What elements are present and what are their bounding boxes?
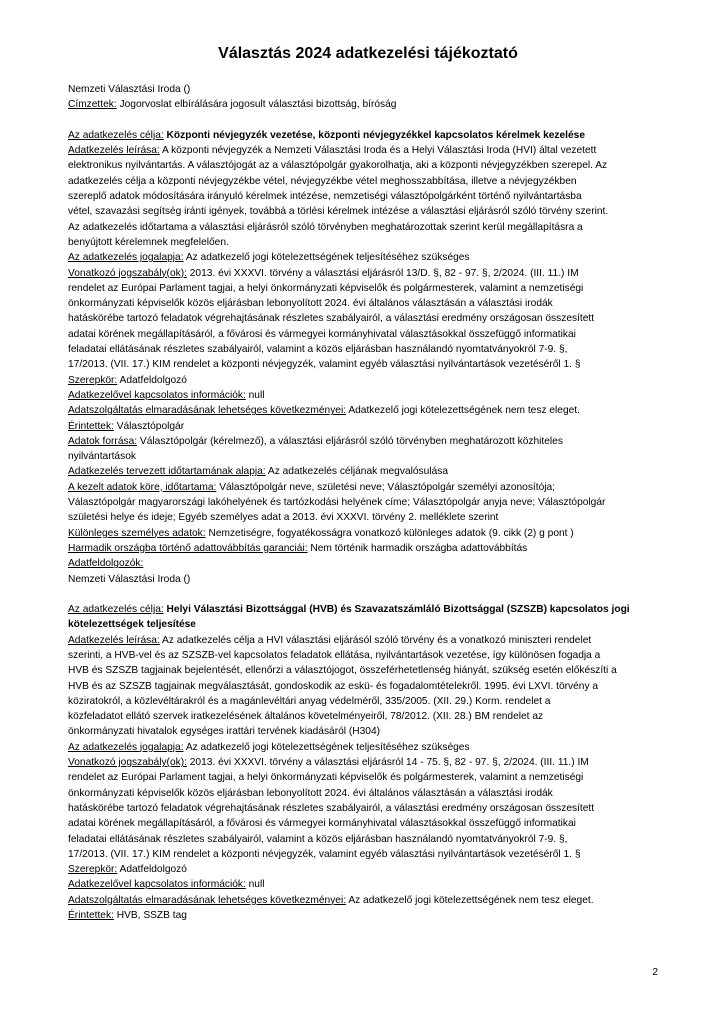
text-line	[68, 877, 668, 892]
line-text: adatai körének megállapításáról, a fővárosi és vármegyei kormányhivatal választásokkal összefüggő informatikai	[68, 818, 576, 830]
text-line	[68, 786, 668, 801]
field-label: Adatkezelés leírása:	[68, 145, 160, 157]
line-text: HVB és SZSZB tagjainak bejelentését, ellenőrzi a választójogot, összeférhetetlenség hiányát, szükség esetén előkészíti a	[68, 665, 617, 677]
field-label: Az adatkezelés célja:	[68, 129, 164, 141]
line-text: nyilvántartások	[68, 451, 136, 463]
text-line	[68, 893, 668, 908]
field-label: Vonatkozó jogszabály(ok):	[68, 267, 187, 279]
text-line	[68, 143, 668, 158]
text-line	[68, 327, 668, 342]
line-text: hatáskörébe tartozó feladatok végrehajtásának részletes szabályairól, a választási eredmény országosan összesített	[68, 802, 595, 814]
line-text: HVB, SSZB tag	[113, 910, 187, 922]
text-line	[68, 770, 668, 785]
text-line	[68, 464, 668, 479]
line-text: Adatfeldolgozó	[117, 864, 187, 876]
line-text: Az adatkezelő jogi kötelezettségének teljesítéséhez szükséges	[183, 741, 470, 753]
text-line	[68, 572, 668, 587]
text-line	[68, 373, 668, 388]
line-text: Nemzeti Választási Iroda ()	[68, 573, 191, 585]
field-label: Adatkezelővel kapcsolatos információk:	[68, 389, 246, 401]
section-gap	[68, 113, 668, 128]
line-text: null	[245, 879, 265, 891]
line-text: 17/2013. (VII. 17.) KIM rendelet a központi névjegyzék, valamint egyéb választási nyilvántartások vezetéséről 1. §	[68, 848, 581, 860]
line-text: önkormányzati képviselők közös eljárásban lebonyolított 2024. évi általános választásán a választási irodák	[68, 787, 553, 799]
line-text: Adatfeldolgozó	[117, 374, 187, 386]
text-line	[68, 250, 668, 265]
line-text: A központi névjegyzék a Nemzeti Választási Iroda és a Helyi Választási Iroda (HVI) által vezetett	[159, 145, 597, 157]
text-line	[68, 801, 668, 816]
line-text: Az adatkezelés időtartama a választási eljárásról szóló törvényben meghatározottak szerint kerül megállapításra a	[68, 221, 583, 233]
field-label: Vonatkozó jogszabály(ok):	[68, 757, 187, 769]
line-text: Választópolgár neve, születési neve; Választópolgár személyi azonosítója;	[216, 481, 556, 493]
text-line	[68, 97, 668, 112]
text-line	[68, 82, 668, 97]
text-line	[68, 847, 668, 862]
text-line	[68, 419, 668, 434]
text-line	[68, 128, 668, 143]
line-text: elektronikus nyilvántartás. A választójogát az a választópolgár gyakorolhatja, aki a központi névjegyzékben szerepel. Az	[68, 160, 608, 172]
line-text: Az adatkezelő jogi kötelezettségének teljesítéséhez szükséges	[183, 252, 470, 264]
text-line	[68, 158, 668, 173]
line-text: HVB és az SZSZB tagjainak megválasztását, gondoskodik az eskü- és fogadalomtételekről. 1995. évi LXVI. törvény a	[68, 680, 599, 692]
text-line	[68, 388, 668, 403]
line-text: Választópolgár magyarországi lakóhelyének és tartózkodási helyének címe; Választópolgár anyja neve; Választópolgár	[68, 497, 606, 509]
line-text: születési helye és ideje; Egyéb személyes adat a 2013. évi XXXVI. törvény 2. melléklete szerint	[68, 512, 499, 524]
line-text: adatai körének megállapításáról, a fővárosi és vármegyei kormányhivatal választásokkal összefüggő informatikai	[68, 328, 576, 340]
text-line	[68, 311, 668, 326]
line-text: Adatkezelő jogi kötelezettségének nem tesz eleget.	[346, 405, 580, 417]
field-label: Adatszolgáltatás elmaradásának lehetséges következményei:	[68, 405, 347, 417]
text-line	[68, 740, 668, 755]
text-line	[68, 495, 668, 510]
line-text: Az adatkezelés célja a HVI választási eljárásól szóló törvény és a vonatkozó miniszteri rendelet	[159, 634, 592, 646]
line-text: vétel, szavazási segítség iránti igények, továbbá a törlési kérelmek intézése a választási eljárásról szóló törvény szerint.	[68, 206, 609, 218]
text-line	[68, 556, 668, 571]
text-line	[68, 617, 668, 632]
field-label: Adatkezelés leírása:	[68, 634, 160, 646]
line-text: 2013. évi XXXVI. törvény a választási eljárásról 13/D. §, 82 - 97. §, 2/2024. (III. 11.) IM	[186, 267, 579, 279]
field-label: Szerepkör:	[68, 374, 118, 386]
line-text: rendelet az Európai Parlament tagjai, a helyi önkormányzati képviselők és polgármesterek, valamint a nemzetiségi	[68, 772, 584, 784]
line-text: feladatai ellátásának részletes szabályairól, valamint a közös eljárásban használandó nyomtatványokról 7-9. §,	[68, 344, 568, 356]
line-text: 2013. évi XXXVI. törvény a választási eljárásról 14 - 75. §, 82 - 97. §, 2/2024. (III. 11.) IM	[186, 757, 589, 769]
line-text: Választópolgár	[113, 420, 185, 432]
field-label: Címzettek:	[68, 99, 117, 111]
line-text: rendelet az Európai Parlament tagjai, a helyi önkormányzati képviselők és polgármesterek, valamint a nemzetiségi	[68, 282, 584, 294]
field-label: A kezelt adatok köre, időtartama:	[68, 481, 217, 493]
line-text: 17/2013. (VII. 17.) KIM rendelet a központi névjegyzék, valamint egyéb választási nyilvántartások vezetéséről 1. §	[68, 359, 581, 371]
text-line	[68, 357, 668, 372]
text-line	[68, 449, 668, 464]
line-text: benyújtott kérelemnek megfelelően.	[68, 236, 229, 248]
text-line	[68, 296, 668, 311]
field-label: Szerepkör:	[68, 864, 118, 876]
line-text: Választópolgár (kérelmező), a választási eljárásról szóló törvényben meghatározott közhiteles	[137, 435, 563, 447]
document-title: Választás 2024 adatkezelési tájékoztató	[218, 45, 518, 62]
field-label: Az adatkezelés jogalapja:	[68, 252, 184, 264]
field-label: Különleges személyes adatok:	[68, 527, 206, 539]
text-line	[68, 648, 668, 663]
text-line	[68, 281, 668, 296]
field-label: Adatszolgáltatás elmaradásának lehetséges következményei:	[68, 894, 347, 906]
line-text: Nemzetiségre, fogyatékosságra vonatkozó különleges adatok (9. cikk (2) g pont )	[205, 527, 574, 539]
line-text: Nem történik harmadik országba adattovábbítás	[307, 542, 528, 554]
document-body	[68, 82, 668, 923]
text-line	[68, 526, 668, 541]
text-line	[68, 862, 668, 877]
purpose-text: kötelezettségek teljesítése	[68, 619, 196, 631]
text-line	[68, 908, 668, 923]
line-text: adatkezelés célja a központi névjegyzékbe vétel, névjegyzékbe vétel meghosszabbítása, illetve a névjegyzékben	[68, 175, 577, 187]
text-line	[68, 663, 668, 678]
line-text: Az adatkezelő jogi kötelezettségének nem tesz eleget.	[346, 894, 594, 906]
section-gap	[68, 587, 668, 602]
text-line	[68, 679, 668, 694]
line-text: Az adatkezelés céljának megvalósulása	[265, 466, 448, 478]
text-line	[68, 510, 668, 525]
text-line	[68, 832, 668, 847]
text-line	[68, 434, 668, 449]
field-label: Harmadik országba történő adattovábbítás garanciái:	[68, 542, 308, 554]
line-text: közfeladatot ellátó szervek iratkezelésének általános követelményeiről, 78/2012. (XII. 28.) BM rendelet az	[68, 711, 544, 723]
text-line	[68, 709, 668, 724]
text-line	[68, 342, 668, 357]
page-number: 2	[652, 967, 658, 978]
line-text: szereplő adatok módosítására irányuló kérelmek intézése, nemzetiségi választópolgárként történő nyilvántartásba	[68, 191, 582, 203]
line-text: Nemzeti Választási Iroda ()	[68, 84, 191, 95]
field-label: Adatkezelés tervezett időtartamának alapja:	[68, 466, 266, 478]
text-line	[68, 541, 668, 556]
purpose-text: Központi névjegyzék vezetése, központi névjegyzékkel kapcsolatos kérelmek kezelése	[166, 129, 585, 141]
field-label: Érintettek:	[68, 420, 114, 432]
line-text: önkormányzati képviselők közös eljárásban lebonyolított 2024. évi általános választásán a választási irodák	[68, 298, 553, 310]
line-text: null	[245, 389, 265, 401]
text-line	[68, 220, 668, 235]
text-line	[68, 403, 668, 418]
field-label: Adatkezelővel kapcsolatos információk:	[68, 879, 246, 891]
field-label: Az adatkezelés célja:	[68, 604, 164, 616]
line-text: önkormányzati hivatalok egységes irattári tervének kiadásáról (H304)	[68, 726, 381, 738]
field-label: Az adatkezelés jogalapja:	[68, 741, 184, 753]
text-line	[68, 189, 668, 204]
text-line	[68, 480, 668, 495]
text-line	[68, 266, 668, 281]
field-label: Adatok forrása:	[68, 435, 138, 447]
text-line	[68, 694, 668, 709]
field-label: Érintettek:	[68, 910, 114, 922]
field-label: Adatfeldolgozók:	[68, 558, 144, 570]
text-line	[68, 724, 668, 739]
text-line	[68, 204, 668, 219]
text-line	[68, 602, 668, 617]
line-text: köziratokról, a közlevéltárakról és a magánlevéltári anyag védelméről, 335/2005. (XII. 29.) Korm. rendelet a	[68, 695, 551, 707]
text-line	[68, 174, 668, 189]
text-line	[68, 633, 668, 648]
line-text: Jogorvoslat elbírálására jogosult választási bizottság, bíróság	[116, 99, 397, 111]
line-text: szerinti, a HVB-vel és az SZSZB-vel kapcsolatos feladatok ellátása, nyilvántartások vezetése, így különösen fogadja a	[68, 649, 601, 661]
purpose-text: Helyi Választási Bizottsággal (HVB) és Szavazatszámláló Bizottsággal (SZSZB) kapcsolatos jogi	[166, 604, 630, 616]
line-text: feladatai ellátásának részletes szabályairól, valamint a közös eljárásban használandó nyomtatványokról 7-9. §,	[68, 833, 568, 845]
text-line	[68, 235, 668, 250]
text-line	[68, 816, 668, 831]
text-line	[68, 755, 668, 770]
line-text: hatáskörébe tartozó feladatok végrehajtásának részletes szabályairól, a választási eredmény országosan összesített	[68, 313, 595, 325]
